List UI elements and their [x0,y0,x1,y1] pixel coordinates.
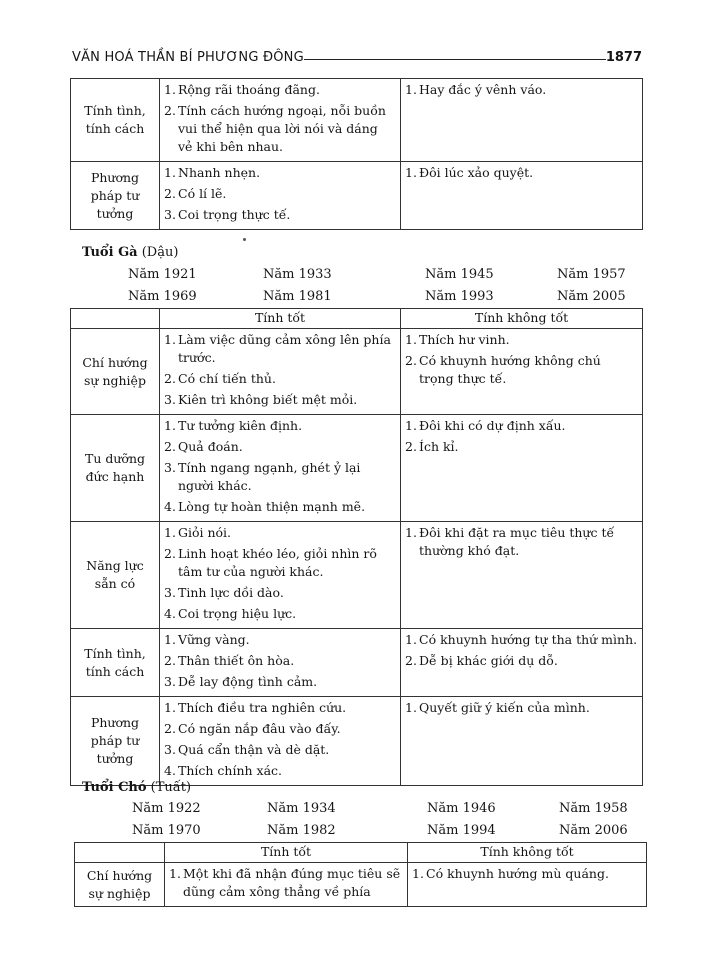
trait-item: 3. Dễ lay động tình cảm. [164,673,396,691]
year-item: Năm 1933 [263,267,332,282]
section-title-bold: Tuổi Gà [82,245,138,260]
header-good: Tính tốt [165,843,408,863]
trait-item: 1. Thích điều tra nghiên cứu. [164,699,396,717]
year-list-ga [80,267,630,311]
trait-category: Chí hướng sự nghiệp [75,863,165,907]
good-traits-list [164,331,396,409]
bad-traits-list [405,81,638,99]
trait-item: 1. Một khi đã nhận đúng mục tiêu sẽ dũng cảm xông thẳng về phía [169,865,403,901]
good-traits-cell [160,522,401,629]
section-title-ga [82,245,178,260]
page-number: 1877 [605,50,642,65]
good-traits-list [169,865,403,901]
trait-table-continued [70,78,643,230]
trait-item: 1. Vững vàng. [164,631,396,649]
bad-traits-cell [401,629,643,697]
bad-traits-list [405,164,638,182]
table-header-row [71,309,643,329]
trait-category: Chí hướng sự nghiệp [71,329,160,415]
good-traits-list [164,81,396,156]
trait-item: 1. Tư tưởng kiên định. [164,417,396,435]
good-traits-list [164,631,396,691]
stray-mark [243,238,246,241]
bad-traits-list [405,699,638,717]
table-row [71,79,643,162]
bad-traits-list [405,417,638,456]
running-header [72,46,642,66]
header-bad: Tính không tốt [401,309,643,329]
section-title-cho [82,780,191,795]
section-title-rest: (Dậu) [137,245,179,260]
trait-table-cho [74,842,647,907]
good-traits-list [164,164,396,224]
bad-traits-cell [401,79,643,162]
bad-traits-list [405,331,638,388]
table-row [71,629,643,697]
year-item: Năm 1922 [132,801,201,816]
trait-category: Phương pháp tư tưởng [71,162,160,230]
book-title: VĂN HOÁ THẦN BÍ PHƯƠNG ĐÔNG [72,50,304,65]
year-item: Năm 1958 [559,801,628,816]
trait-item: 2. Thân thiết ôn hòa. [164,652,396,670]
trait-item: 3. Coi trọng thực tế. [164,206,396,224]
table-row [71,522,643,629]
good-traits-cell [160,162,401,230]
year-list-cho [80,801,630,845]
bad-traits-cell [401,522,643,629]
table-row [71,162,643,230]
trait-item: 4. Thích chính xác. [164,762,396,780]
bad-traits-list [405,631,638,670]
header-blank [71,309,160,329]
trait-item: 1. Làm việc dũng cảm xông lên phía trước. [164,331,396,367]
trait-item: 2. Tính cách hướng ngoại, nỗi buồn vui thể hiện qua lời nói và dáng vẻ khi bên nhau. [164,102,396,156]
year-item: Năm 1921 [128,267,197,282]
trait-item: 2. Ích kỉ. [405,438,638,456]
trait-item: 1. Có khuynh hướng tự tha thứ mình. [405,631,638,649]
table-body [71,329,643,786]
year-item: Năm 1970 [132,823,201,838]
trait-item: 1. Có khuynh hướng mù quáng. [412,865,642,883]
trait-item: 3. Tinh lực dồi dào. [164,584,396,602]
year-item: Năm 2005 [557,289,626,304]
table-header-row [75,843,647,863]
trait-category: Năng lực sẵn có [71,522,160,629]
bad-traits-list [412,865,642,883]
year-item: Năm 1946 [427,801,496,816]
trait-item: 2. Quả đoán. [164,438,396,456]
trait-category: Tính tình, tính cách [71,79,160,162]
trait-item: 1. Đôi lúc xảo quyệt. [405,164,638,182]
section-title-bold: Tuổi Chó [82,780,147,795]
trait-item: 3. Tính ngang ngạnh, ghét ỷ lại người khác. [164,459,396,495]
header-bad: Tính không tốt [408,843,647,863]
trait-item: 1. Đôi khi có dự định xấu. [405,417,638,435]
bad-traits-cell [401,697,643,786]
bad-traits-list [405,524,638,560]
trait-item: 1. Nhanh nhẹn. [164,164,396,182]
trait-table-ga [70,308,643,786]
trait-item: 3. Quá cẩn thận và dè dặt. [164,741,396,759]
year-item: Năm 1981 [263,289,332,304]
year-item: Năm 1993 [425,289,494,304]
bad-traits-cell [401,415,643,522]
trait-item: 4. Coi trọng hiệu lực. [164,605,396,623]
trait-item: 1. Giỏi nói. [164,524,396,542]
year-item: Năm 1982 [267,823,336,838]
bad-traits-cell [401,162,643,230]
good-traits-list [164,417,396,516]
trait-item: 1. Thích hư vinh. [405,331,638,349]
header-blank [75,843,165,863]
bad-traits-cell [408,863,647,907]
good-traits-cell [160,629,401,697]
trait-item: 2. Linh hoạt khéo léo, giỏi nhìn rõ tâm tư của người khác. [164,545,396,581]
table-body [71,79,643,230]
header-rule [304,59,606,60]
trait-category: Tính tình, tính cách [71,629,160,697]
trait-item: 1. Rộng rãi thoáng đãng. [164,81,396,99]
good-traits-cell [160,329,401,415]
trait-item: 2. Có chí tiến thủ. [164,370,396,388]
trait-item: 1. Quyết giữ ý kiến của mình. [405,699,638,717]
trait-item: 1. Hay đắc ý vênh váo. [405,81,638,99]
trait-item: 2. Có ngăn nắp đâu vào đấy. [164,720,396,738]
table-body [75,863,647,907]
year-item: Năm 2006 [559,823,628,838]
table-row [75,863,647,907]
year-item: Năm 1945 [425,267,494,282]
good-traits-cell [160,79,401,162]
good-traits-cell [160,697,401,786]
trait-category: Tu dưỡng đức hạnh [71,415,160,522]
trait-item: 2. Có khuynh hướng không chú trọng thực tế. [405,352,638,388]
year-item: Năm 1969 [128,289,197,304]
header-good: Tính tốt [160,309,401,329]
table-row [71,415,643,522]
trait-category: Phương pháp tư tưởng [71,697,160,786]
good-traits-list [164,699,396,780]
trait-item: 3. Kiên trì không biết mệt mỏi. [164,391,396,409]
trait-item: 4. Lòng tự hoàn thiện mạnh mẽ. [164,498,396,516]
section-title-rest: (Tuất) [146,780,192,795]
year-item: Năm 1994 [427,823,496,838]
year-item: Năm 1957 [557,267,626,282]
trait-item: 2. Có lí lẽ. [164,185,396,203]
year-item: Năm 1934 [267,801,336,816]
trait-item: 2. Dễ bị khác giới dụ dỗ. [405,652,638,670]
good-traits-list [164,524,396,623]
bad-traits-cell [401,329,643,415]
trait-item: 1. Đôi khi đặt ra mục tiêu thực tế thường khó đạt. [405,524,638,560]
good-traits-cell [160,415,401,522]
good-traits-cell [165,863,408,907]
table-row [71,697,643,786]
table-row [71,329,643,415]
